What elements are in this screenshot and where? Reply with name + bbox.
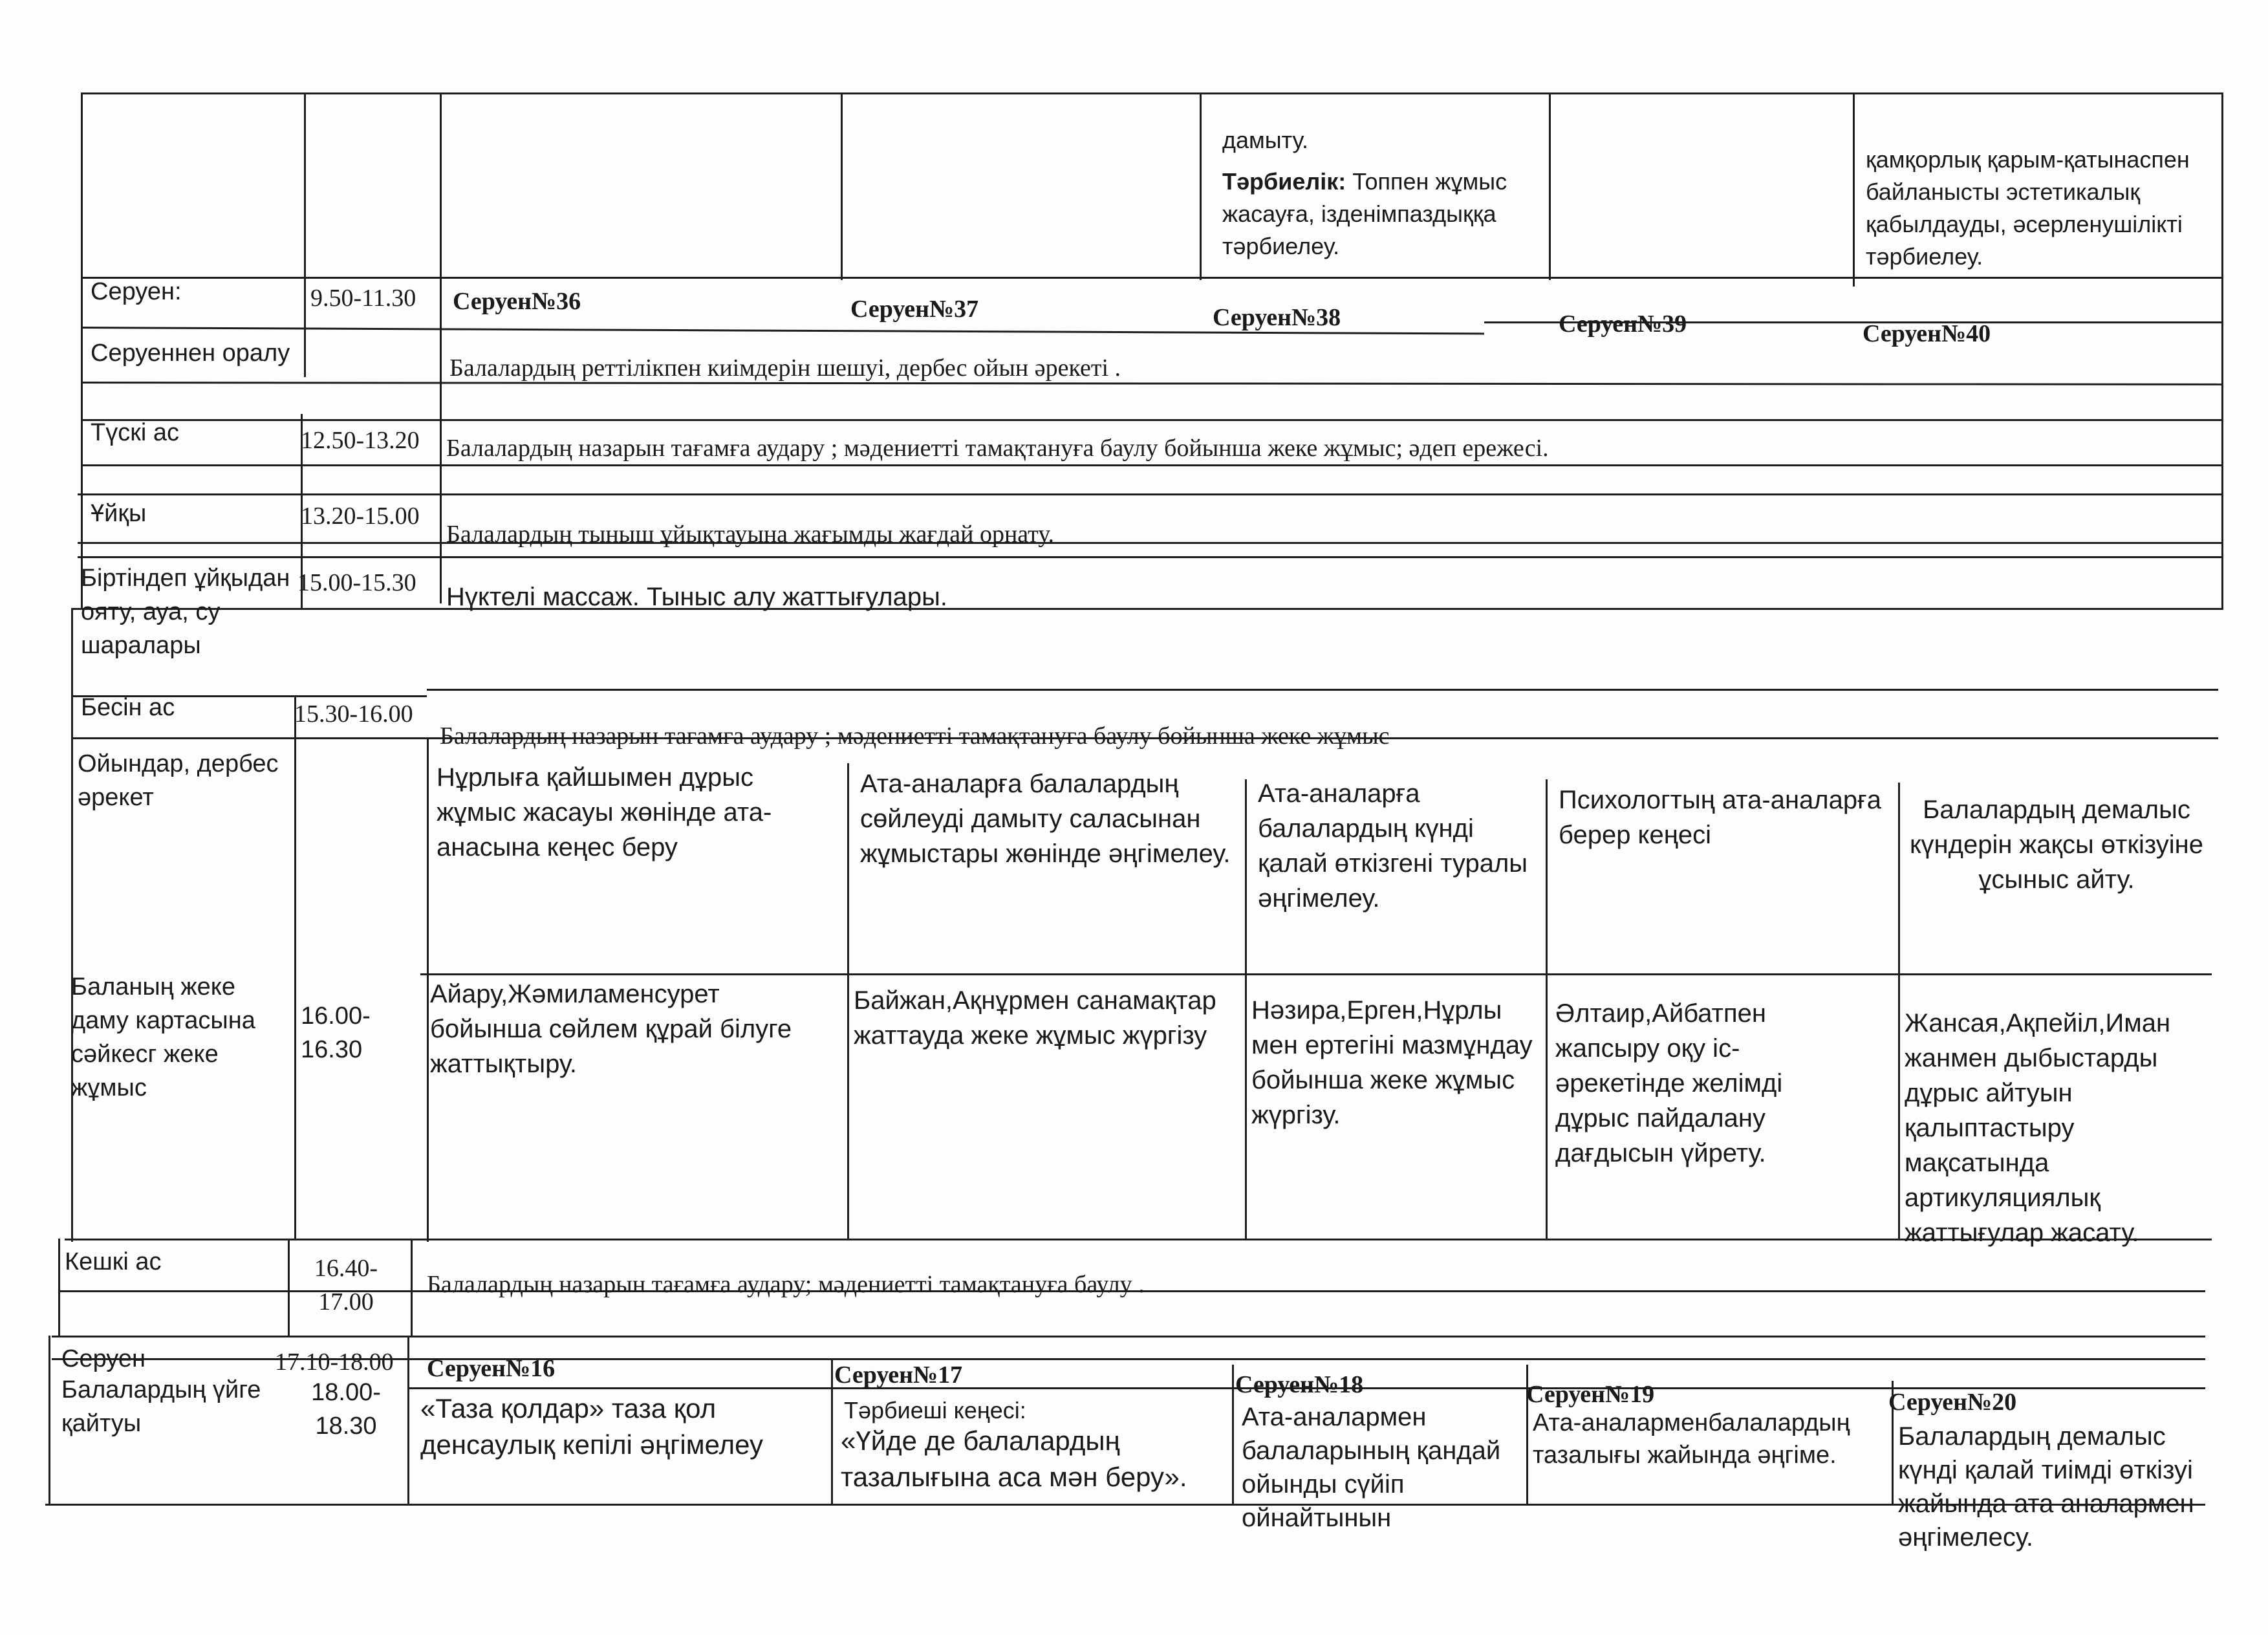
row-label-dinner: Кешкі ас bbox=[65, 1248, 162, 1275]
games-col-1: Нұрлыға қайшымен дұрыс жұмыс жасауы жөнінде ата-анасына кеңес беру bbox=[437, 763, 772, 861]
col-divider bbox=[831, 1358, 833, 1505]
col-divider bbox=[1546, 779, 1548, 1239]
col-divider bbox=[440, 92, 442, 603]
top-cell-4-body bbox=[1222, 166, 1552, 263]
row-time-sleep: 13.20-15.00 bbox=[301, 503, 420, 530]
col-divider bbox=[294, 695, 296, 1239]
row-text-lunch: Балалардың назарын тағамға аудару ; мәдениетті тамақтануға баулу бойынша жеке жұмыс; әдеп ережесі. bbox=[446, 435, 1549, 462]
row-text-dinner: Балалардың назарын тағамға аудару; мәдениетті тамақтануға баулу . bbox=[427, 1271, 1145, 1298]
games-col-2: Ата-аналарға балалардың сөйлеуді дамыту саласынан жұмыстары жөнінде әңгімелеу. bbox=[860, 770, 1231, 868]
row-divider bbox=[78, 542, 2221, 544]
col-divider bbox=[1200, 92, 1202, 280]
col-divider bbox=[1232, 1365, 1234, 1505]
table-bottom-border bbox=[45, 1504, 2205, 1506]
row-time-walk1: 9.50-11.30 bbox=[310, 285, 416, 312]
row-label-walk2: Серуен bbox=[61, 1345, 146, 1372]
col-divider bbox=[1898, 783, 1900, 1239]
col-divider bbox=[304, 92, 306, 377]
row-divider bbox=[81, 277, 2221, 279]
games-col-4: Психологтың ата-аналарға берер кеңесі bbox=[1559, 786, 1881, 849]
row-time-individual: 16.00-16.30 bbox=[301, 1002, 371, 1063]
individual-col-4: Әлтаир,Айбатпен жапсыру оқу іс-әрекетінде желімді дұрыс пайдалану дағдысын үйрету. bbox=[1555, 999, 1783, 1167]
row-label-home: Балалардың үйге қайтуы bbox=[61, 1376, 261, 1437]
table-left-border bbox=[58, 1239, 60, 1336]
row-divider bbox=[81, 382, 2221, 385]
row-text-snack: Балалардың назарын тағамға аудару ; мәдениетті тамақтануға баулу бойынша жеке жұмыс bbox=[440, 722, 1390, 750]
table-top-border bbox=[81, 92, 2221, 94]
row-time-dinner: 16.40-17.00 bbox=[314, 1255, 378, 1316]
walk1-col-4: Серуен№39 bbox=[1559, 310, 1687, 338]
individual-col-5: Жансая,Ақпейіл,Иман жанмен дыбыстарды дұрыс айтуын қалыптастыру мақсатында артикуляциялық жаттығулар жасату. bbox=[1905, 1009, 2171, 1247]
games-col-5: Балалардың демалыс күндерін жақсы өткізуіне ұсыныс айту. bbox=[1910, 796, 2203, 894]
col-divider bbox=[841, 92, 843, 280]
home-col-1: «Таза қолдар» таза қол денсаулық кепілі әңгімелеу bbox=[420, 1393, 763, 1460]
row-divider bbox=[78, 493, 2221, 495]
row-time-lunch: 12.50-13.20 bbox=[301, 427, 420, 454]
top-cell-4-rest: Топпен жұмыс жасауға, ізденімпаздыққа тәрбиелеу. bbox=[1222, 168, 1507, 259]
row-divider bbox=[81, 419, 2221, 421]
row-text-return: Балалардың реттілікпен киімдерін шешуі, дербес ойын әрекеті . bbox=[449, 354, 1121, 382]
walk1-col-1: Серуен№36 bbox=[453, 288, 581, 315]
table-left-border bbox=[49, 1336, 50, 1505]
walk1-col-5: Серуен№40 bbox=[1863, 320, 1991, 347]
row-time-wake: 15.00-15.30 bbox=[297, 569, 416, 596]
home-col-4: Ата-аналарменбалалардың тазалығы жайында әңгіме. bbox=[1533, 1409, 1850, 1469]
walk2-col-4: Серуен№19 bbox=[1526, 1381, 1655, 1408]
home-col-3: Ата-аналармен балаларының қандай ойынды сүйіп ойнайтынын bbox=[1242, 1403, 1501, 1532]
home-col-5: Балалардың демалыс күнді қалай тиімді өткізуі жайында ата аналармен әңгімелесу. bbox=[1898, 1422, 2194, 1552]
walk1-col-3: Серуен№38 bbox=[1213, 304, 1341, 331]
row-time-home: 18.00-18.30 bbox=[311, 1379, 381, 1440]
row-divider bbox=[71, 608, 2221, 610]
row-text-sleep: Балалардың тыныш ұйықтауына жағымды жағдай орнату. bbox=[446, 521, 1054, 548]
row-label-snack: Бесін ас bbox=[81, 694, 175, 721]
col-divider bbox=[411, 1239, 413, 1336]
row-label-sleep: Ұйқы bbox=[91, 500, 147, 527]
row-label-wake: Біртіндеп ұйқыдан ояту, ауа, су шаралары bbox=[81, 565, 290, 659]
top-cell-4-line1: дамыту. bbox=[1222, 127, 1308, 153]
walk2-col-5: Серуен№20 bbox=[1888, 1389, 2017, 1416]
col-divider bbox=[1245, 779, 1247, 1239]
row-divider bbox=[427, 689, 2218, 691]
table-left-border bbox=[81, 92, 83, 610]
walk1-col-2: Серуен№37 bbox=[850, 296, 979, 323]
col-divider bbox=[1853, 92, 1855, 287]
top-cell-6: қамқорлық қарым-қатынаспен байланысты эстетикалық қабылдауды, әсерленушілікті тәрбиелеу. bbox=[1866, 146, 2190, 270]
row-divider bbox=[65, 1239, 2212, 1240]
home-col-2: «Үйде де балалардың тазалығына аса мән беру». bbox=[841, 1425, 1187, 1492]
row-text-wake: Нүктелі массаж. Тыныс алу жаттығулары. bbox=[446, 583, 947, 611]
individual-col-2: Байжан,Ақнұрмен санамақтар жаттауда жеке жұмыс жүргізу bbox=[854, 986, 1216, 1050]
walk2-col-2: Серуен№17 bbox=[834, 1361, 963, 1389]
walk2-col-1: Серуен№16 bbox=[427, 1355, 556, 1382]
table-right-border bbox=[2221, 92, 2223, 610]
home-col-2-title: Тәрбиеші кеңесі: bbox=[844, 1397, 1026, 1424]
row-label-games: Ойындар, дербес әрекет bbox=[78, 750, 279, 811]
row-time-snack: 15.30-16.00 bbox=[294, 700, 413, 728]
row-label-return: Серуеннен оралу bbox=[91, 340, 290, 367]
games-col-3: Ата-аналарға балалардың күнді қалай өткізгені туралы әңгімелеу. bbox=[1258, 779, 1528, 913]
individual-col-1: Айару,Жәмиламенсурет бойынша сөйлем құрай білуге жаттықтыру. bbox=[430, 980, 792, 1078]
col-divider bbox=[847, 763, 849, 1239]
row-label-walk1: Серуен: bbox=[91, 278, 182, 305]
col-divider bbox=[288, 1239, 290, 1336]
table-left-border bbox=[71, 608, 73, 1242]
row-time-walk2: 17.10-18.00 bbox=[275, 1348, 394, 1376]
row-label-individual: Баланың жеке даму картасына сәйкесг жеке жұмыс bbox=[71, 973, 255, 1101]
col-divider bbox=[427, 737, 429, 1242]
row-label-lunch: Түскі ас bbox=[91, 419, 179, 446]
walk2-col-3: Серуен№18 bbox=[1235, 1371, 1364, 1398]
top-cell-4 bbox=[1222, 124, 1552, 263]
top-cell-4-bold: Тәрбиелік: bbox=[1222, 168, 1346, 195]
row-divider bbox=[420, 973, 2212, 975]
col-divider bbox=[407, 1336, 409, 1505]
row-divider bbox=[78, 556, 2221, 558]
individual-col-3: Нәзира,Ерген,Нұрлы мен ертегіні мазмұндау бойынша жеке жұмыс жүргізу. bbox=[1251, 996, 1533, 1129]
row-divider bbox=[52, 1336, 2205, 1337]
